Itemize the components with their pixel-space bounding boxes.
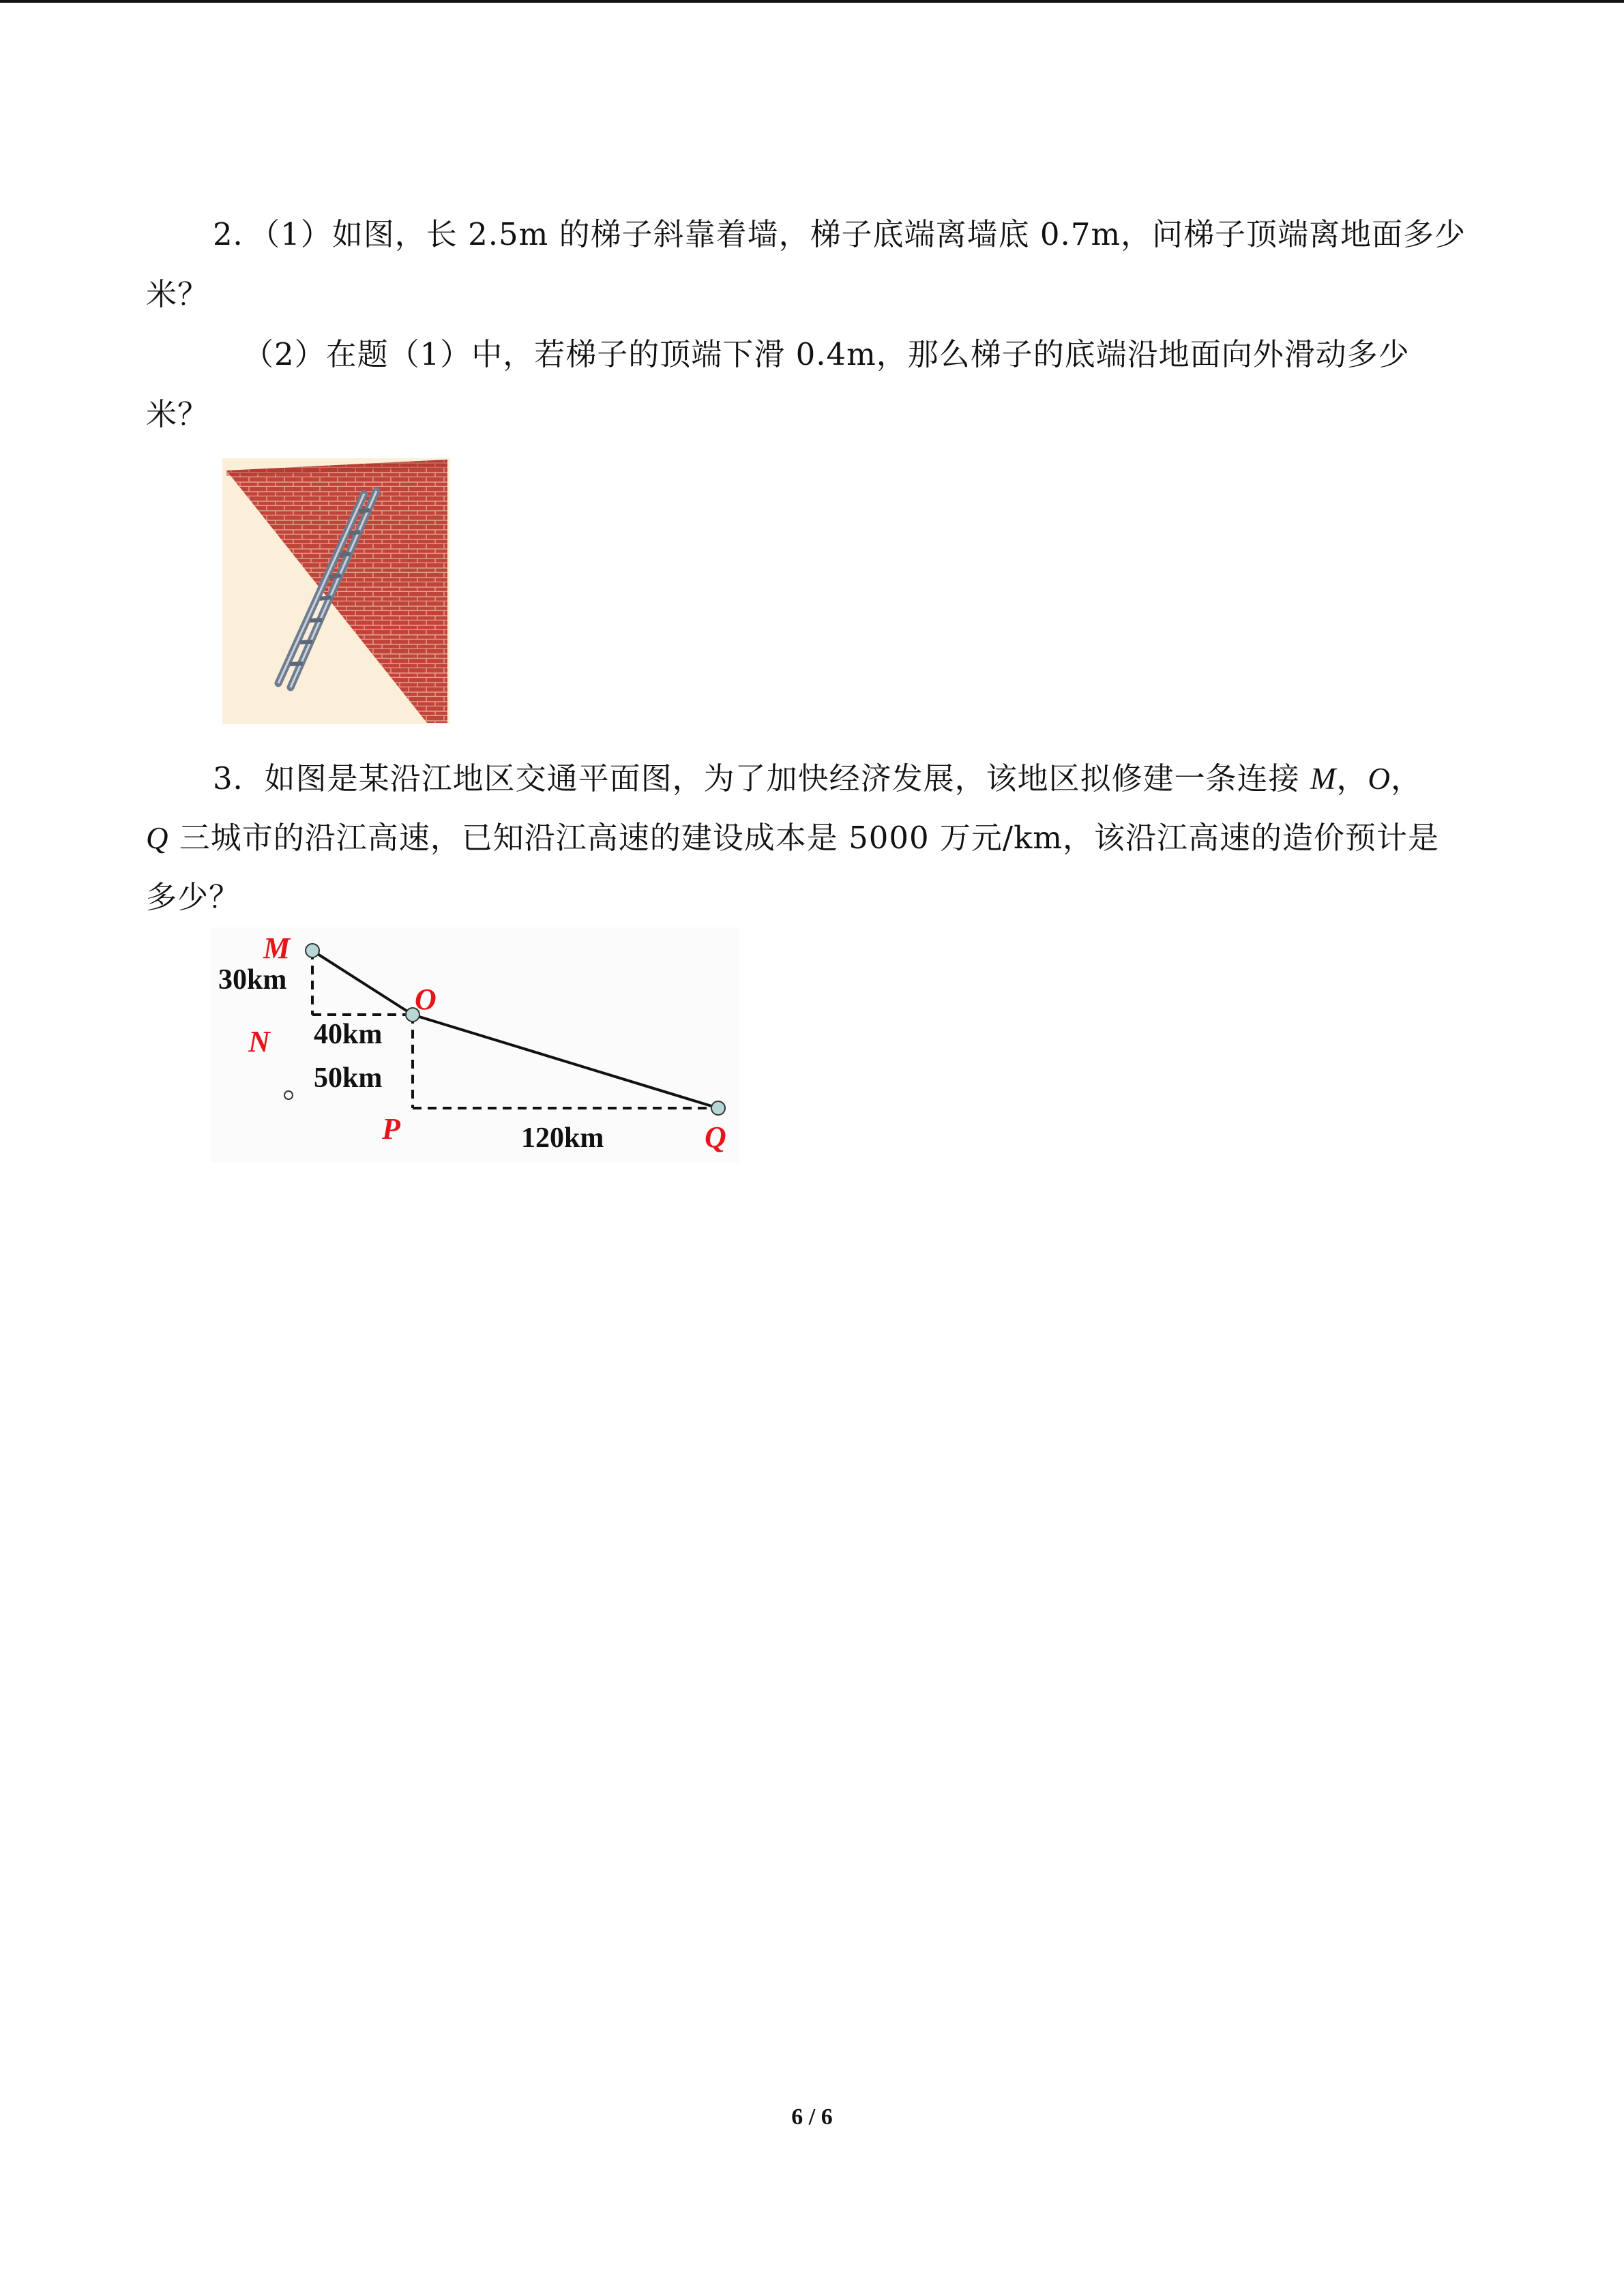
label-n: N [248,1025,270,1058]
ladder-wall-illustration [222,458,450,724]
traffic-map-diagram [210,927,739,1163]
distance-30km: 30km [218,964,287,996]
problem-2-line-1: 2．（1）如图，长 2.5m 的梯子斜靠着墙，梯子底端离墙底 0.7m，问梯子顶端离地面多少 [213,216,1466,252]
problem-3-line-3: 多少？ [146,879,241,915]
problem-3-text-a: 3．如图是某沿江地区交通平面图，为了加快经济发展，该地区拟修建一条连接 [213,760,1310,796]
var-m: M [1310,762,1337,796]
problem-3-text-b: 三城市的沿江高速，已知沿江高速的建设成本是 5000 万元/km，该沿江高速的造价预计是 [168,820,1440,856]
problem-2-line-4: 米？ [146,396,209,432]
label-q: Q [705,1120,726,1154]
problem-2-line-2: 米？ [146,276,209,312]
city-m-point [306,944,319,957]
label-o: O [415,983,437,1016]
separator: ， [1336,760,1368,796]
problem-2-line-3: （2）在题（1）中，若梯子的顶端下滑 0.4m，那么梯子的底端沿地面向外滑动多少 [243,336,1410,372]
label-m: M [263,931,291,965]
distance-50km: 50km [314,1062,383,1094]
distance-40km: 40km [314,1019,383,1050]
var-q: Q [146,821,169,855]
point-n-marker [284,1091,293,1099]
page-number: 6 / 6 [791,2104,833,2130]
var-o: O [1368,762,1391,796]
city-q-point [711,1101,725,1115]
top-border [0,0,1624,3]
problem-3-line-1 [213,758,1422,799]
distance-120km: 120km [521,1122,604,1154]
problem-3-line-2 [146,818,1439,859]
label-p: P [382,1112,400,1146]
separator: ， [1390,760,1422,796]
